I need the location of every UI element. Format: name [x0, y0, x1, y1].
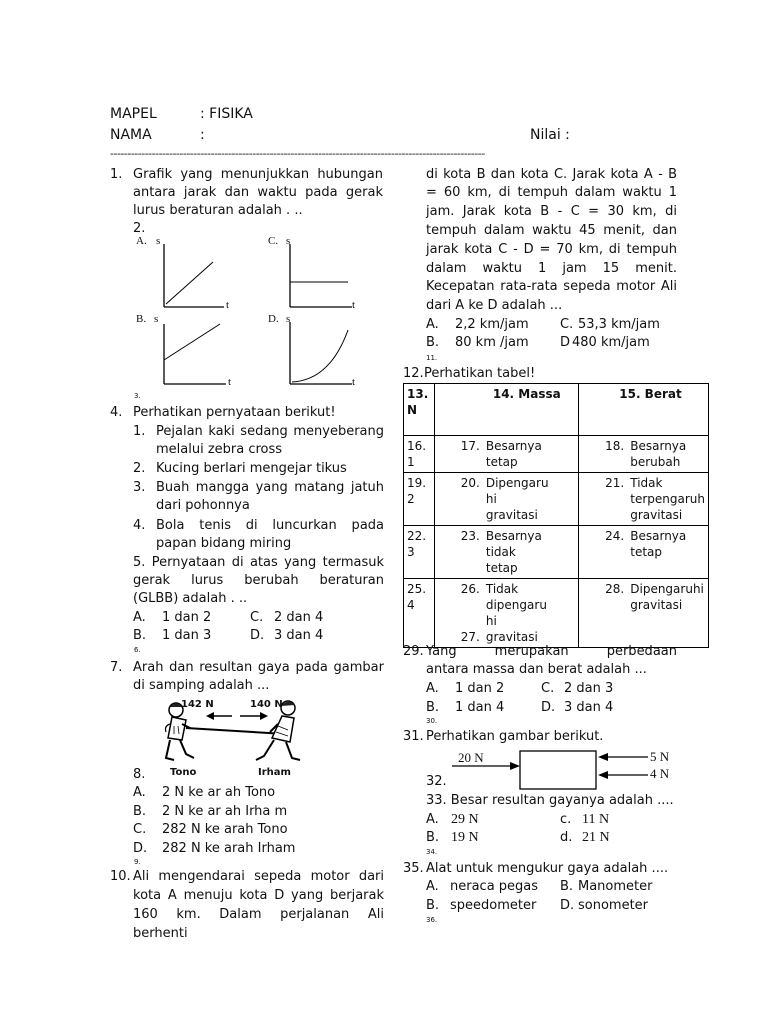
q35-option-d-label: D.	[560, 898, 575, 913]
q8-option-b-label: B.	[133, 804, 147, 819]
graph-c-x-label: t	[352, 299, 356, 311]
q4-number: 4.	[110, 405, 123, 420]
q33-option-a-label: A.	[426, 812, 439, 827]
graph-b-y-label: s	[154, 313, 159, 325]
q29-option-a: 1 dan 2	[455, 681, 505, 696]
q5-line-3: (GLBB) adalah . ..	[133, 591, 248, 606]
q5-option-c: 2 dan 4	[274, 610, 324, 625]
q1-line-3: lurus beraturan adalah . ..	[133, 203, 303, 218]
q8-option-d-label: D.	[133, 841, 148, 856]
q10-option-c: 53,3 km/jam	[578, 317, 660, 332]
q10-option-a-label: A.	[426, 317, 439, 332]
table-cell-massa	[434, 473, 578, 526]
q8-option-d: 282 N ke arah Irham	[162, 841, 296, 856]
q33-option-b-label: B.	[426, 830, 440, 845]
q8-option-b: 2 N ke ar ah Irha m	[162, 804, 288, 819]
graph-a-y-label: s	[156, 235, 161, 247]
berat-text: Besarnya berubah	[630, 439, 687, 469]
force-left-label: 142 N	[181, 699, 214, 710]
table-cell-berat	[579, 473, 709, 526]
graph-c	[290, 244, 352, 307]
q4-item-4-line-2: papan bidang miring	[156, 536, 292, 551]
q8-number: 8.	[133, 767, 146, 782]
q5-option-b-label: B.	[133, 628, 147, 643]
q10-left-line-2: kota A menuju kota D yang berjarak	[133, 888, 384, 903]
q10-right-line-4: tempuh dalam waktu 45 menit, dan	[426, 223, 677, 238]
q5-option-d-label: D.	[250, 628, 265, 643]
q35-title: Alat untuk mengukur gaya adalah ....	[426, 861, 669, 876]
q10-right-line-1: di kota B dan kota C. Jarak kota A - B	[426, 167, 677, 182]
q29-option-b: 1 dan 4	[455, 700, 505, 715]
q35-number: 35.	[403, 861, 424, 876]
q6-number: 6.	[134, 646, 141, 654]
q32-number: 32.	[426, 774, 447, 789]
q33-option-d-label: d.	[560, 830, 573, 845]
table-cell-massa	[434, 579, 578, 648]
massa-num: 26.	[460, 582, 480, 596]
q5-option-c-label: C.	[250, 610, 264, 625]
q5-option-a: 1 dan 2	[162, 610, 212, 625]
q35-option-a-label: A.	[426, 879, 439, 894]
q4-item-2-num: 2.	[133, 461, 146, 476]
graph-c-y-label: s	[286, 235, 291, 247]
q31-title: Perhatikan gambar berikut.	[426, 729, 604, 744]
q29-line-2: antara massa dan berat adalah ...	[426, 662, 647, 677]
q8-option-a-label: A.	[133, 785, 146, 800]
header-separator: ------------------------------------------------------------------------------------------------------------	[110, 147, 485, 160]
q31-number: 31.	[403, 729, 424, 744]
table-cell-berat	[579, 526, 709, 579]
massa-num: 23.	[460, 529, 480, 543]
nama-label: NAMA	[110, 127, 152, 143]
q5-line-2: gerak lurus berubah beraturan	[133, 573, 384, 588]
q4-title: Perhatikan pernyataan berikut!	[133, 405, 336, 420]
motion-graphs	[130, 232, 360, 392]
nama-colon: :	[200, 127, 205, 143]
q3-number: 3.	[134, 392, 141, 400]
table-cell-no: 25. 4	[404, 579, 435, 648]
q33-option-b: 19 N	[451, 830, 479, 845]
q7-line-2: di samping adalah ...	[133, 678, 270, 693]
q29-number: 29.	[403, 644, 424, 659]
q29-line-1: Yang merupakan perbedaan	[426, 644, 677, 659]
q10-left-line-1: Ali mengendarai sepeda motor dari	[133, 869, 384, 884]
massa-text: Besarnya tidak tetap	[485, 529, 542, 575]
q11-number: 11.	[426, 354, 438, 362]
mass-weight-table	[403, 383, 709, 648]
table-header-berat: 15. Berat	[579, 384, 709, 436]
q10-right-line-8: dari A ke D adalah ...	[426, 298, 563, 313]
massa-num: 17.	[460, 439, 480, 453]
q4-item-3-num: 3.	[133, 480, 146, 495]
table-row	[404, 579, 709, 648]
q33-option-d: 21 N	[582, 830, 610, 845]
q35-option-c-label: B.	[426, 898, 440, 913]
graph-c-label: C.	[268, 235, 279, 247]
q10-right-line-6: dalam waktu 1 jam 15 menit.	[426, 261, 677, 276]
table-cell-no: 16. 1	[404, 436, 435, 473]
graph-d-y-label: s	[286, 313, 291, 325]
table-cell-no: 19. 2	[404, 473, 435, 526]
q10-option-b: 80 km /jam	[455, 335, 529, 350]
q29-option-c: 2 dan 3	[564, 681, 614, 696]
q33-option-c: 11 N	[582, 812, 610, 827]
q5-option-a-label: A.	[133, 610, 146, 625]
q10-option-a: 2,2 km/jam	[455, 317, 529, 332]
massa-text: Besarnya tetap	[485, 439, 542, 469]
q29-option-a-label: A.	[426, 681, 439, 696]
massa-text: Dipengaru hi gravitasi	[485, 476, 549, 522]
q29-option-b-label: B.	[426, 700, 440, 715]
force-20n-label: 20 N	[458, 750, 484, 765]
table-cell-massa	[434, 526, 578, 579]
q5-option-b: 1 dan 3	[162, 628, 212, 643]
q4-item-1-num: 1.	[133, 424, 146, 439]
q10-option-c-label: C.	[560, 317, 574, 332]
q1-line-2: antara jarak dan waktu pada gerak	[133, 185, 383, 200]
berat-num: 21.	[605, 476, 625, 490]
q29-option-d-label: D.	[541, 700, 556, 715]
q4-item-4-line-1: Bola tenis di luncurkan pada	[156, 518, 384, 533]
table-header-massa: 14. Massa	[434, 384, 578, 436]
q7-number: 7.	[110, 660, 123, 675]
graph-b	[164, 324, 226, 384]
q29-option-c-label: C.	[541, 681, 555, 696]
q12-number: 12.	[403, 366, 424, 381]
massa-text: gravitasi	[485, 630, 538, 644]
name-irham: Irham	[258, 767, 291, 778]
q33-option-a: 29 N	[451, 812, 479, 827]
table-cell-berat	[579, 436, 709, 473]
q10-right-line-7: Kecepatan rata-rata sepeda motor Ali	[426, 279, 677, 294]
table-header-no: 13. N	[404, 384, 435, 436]
table-row	[404, 473, 709, 526]
q35-option-b-label: B.	[560, 879, 574, 894]
q10-right-line-2: = 60 km, di tempuh dalam waktu 1	[426, 185, 677, 200]
graph-a-x-label: t	[226, 299, 230, 311]
graph-b-label: B.	[136, 313, 147, 325]
q4-item-1-line-2: melalui zebra cross	[156, 442, 283, 457]
table-row	[404, 526, 709, 579]
massa-text: Tidak dipengaru hi	[485, 582, 547, 628]
graph-b-x-label: t	[228, 376, 232, 388]
berat-num: 28.	[605, 582, 625, 596]
graph-d-x-label: t	[352, 376, 356, 388]
force-4n-label: 4 N	[650, 766, 670, 781]
graph-a-label: A.	[136, 235, 147, 247]
q4-item-3-line-2: dari pohonnya	[156, 498, 250, 513]
graph-d-label: D.	[268, 313, 279, 325]
q8-option-c: 282 N ke arah Tono	[162, 822, 288, 837]
q10-left-line-3: 160 km. Dalam perjalanan Ali berhenti	[133, 907, 384, 941]
q4-item-2-line-1: Kucing berlari mengejar tikus	[156, 461, 347, 476]
mapel-label: MAPEL	[110, 106, 157, 122]
table-row	[404, 436, 709, 473]
q10-option-d: 480 km/jam	[572, 335, 650, 350]
q4-item-4-num: 4.	[133, 518, 146, 533]
table-cell-berat	[579, 579, 709, 648]
q35-option-d: sonometer	[578, 898, 649, 913]
q5-line-1: 5. Pernyataan di atas yang termasuk	[133, 555, 384, 570]
q8-option-c-label: C.	[133, 822, 147, 837]
mapel-value: : FISIKA	[200, 106, 253, 122]
table-cell-no: 22. 3	[404, 526, 435, 579]
table-header-row	[404, 384, 709, 436]
berat-text: Tidak terpengaruh gravitasi	[630, 476, 705, 522]
q35-option-a: neraca pegas	[450, 879, 539, 894]
q7-line-1: Arah dan resultan gaya pada gambar	[133, 660, 384, 675]
q34-number: 34.	[426, 848, 438, 856]
berat-text: Dipengaruhi gravitasi	[630, 582, 704, 612]
q29-option-d: 3 dan 4	[564, 700, 614, 715]
table-cell-massa	[434, 436, 578, 473]
q4-item-3-line-1: Buah mangga yang matang jatuh	[156, 480, 384, 495]
berat-num: 24.	[605, 529, 625, 543]
q10-option-b-label: B.	[426, 335, 440, 350]
force-5n-label: 5 N	[650, 749, 670, 764]
graph-d	[290, 322, 352, 384]
q10-right-line-3: jam. Jarak kota B - C = 30 km, di	[426, 204, 677, 219]
q2-number: 2.	[133, 221, 146, 236]
q4-item-1-line-1: Pejalan kaki sedang menyeberang	[156, 424, 384, 439]
berat-num: 18.	[605, 439, 625, 453]
q10-option-d-label: D	[560, 335, 571, 350]
q1-line-1: Grafik yang menunjukkan hubungan	[133, 167, 383, 182]
berat-text: Besarnya tetap	[630, 529, 687, 559]
q36-number: 36.	[426, 916, 438, 924]
q12-title: Perhatikan tabel!	[424, 366, 536, 381]
q35-option-c: speedometer	[450, 898, 537, 913]
q10-right-line-5: jarak kota C - D = 70 km, di tempuh	[426, 242, 677, 257]
q35-option-b: Manometer	[578, 879, 653, 894]
massa-num: 27.	[460, 630, 480, 644]
graph-a	[164, 244, 224, 307]
q33-text: 33. Besar resultan gayanya adalah ....	[426, 793, 674, 808]
q1-number: 1.	[110, 167, 123, 182]
q10-number: 10.	[110, 869, 131, 884]
q30-number: 30.	[426, 717, 438, 725]
q33-option-c-label: c.	[560, 812, 572, 827]
force-right-label: 140 N	[250, 699, 283, 710]
nilai-label: Nilai :	[530, 127, 570, 143]
massa-num: 20.	[460, 476, 480, 490]
q5-option-d: 3 dan 4	[274, 628, 324, 643]
q9-number: 9.	[134, 858, 141, 866]
q8-option-a: 2 N ke ar ah Tono	[162, 785, 276, 800]
tono-figure	[166, 703, 195, 760]
name-tono: Tono	[170, 767, 197, 778]
